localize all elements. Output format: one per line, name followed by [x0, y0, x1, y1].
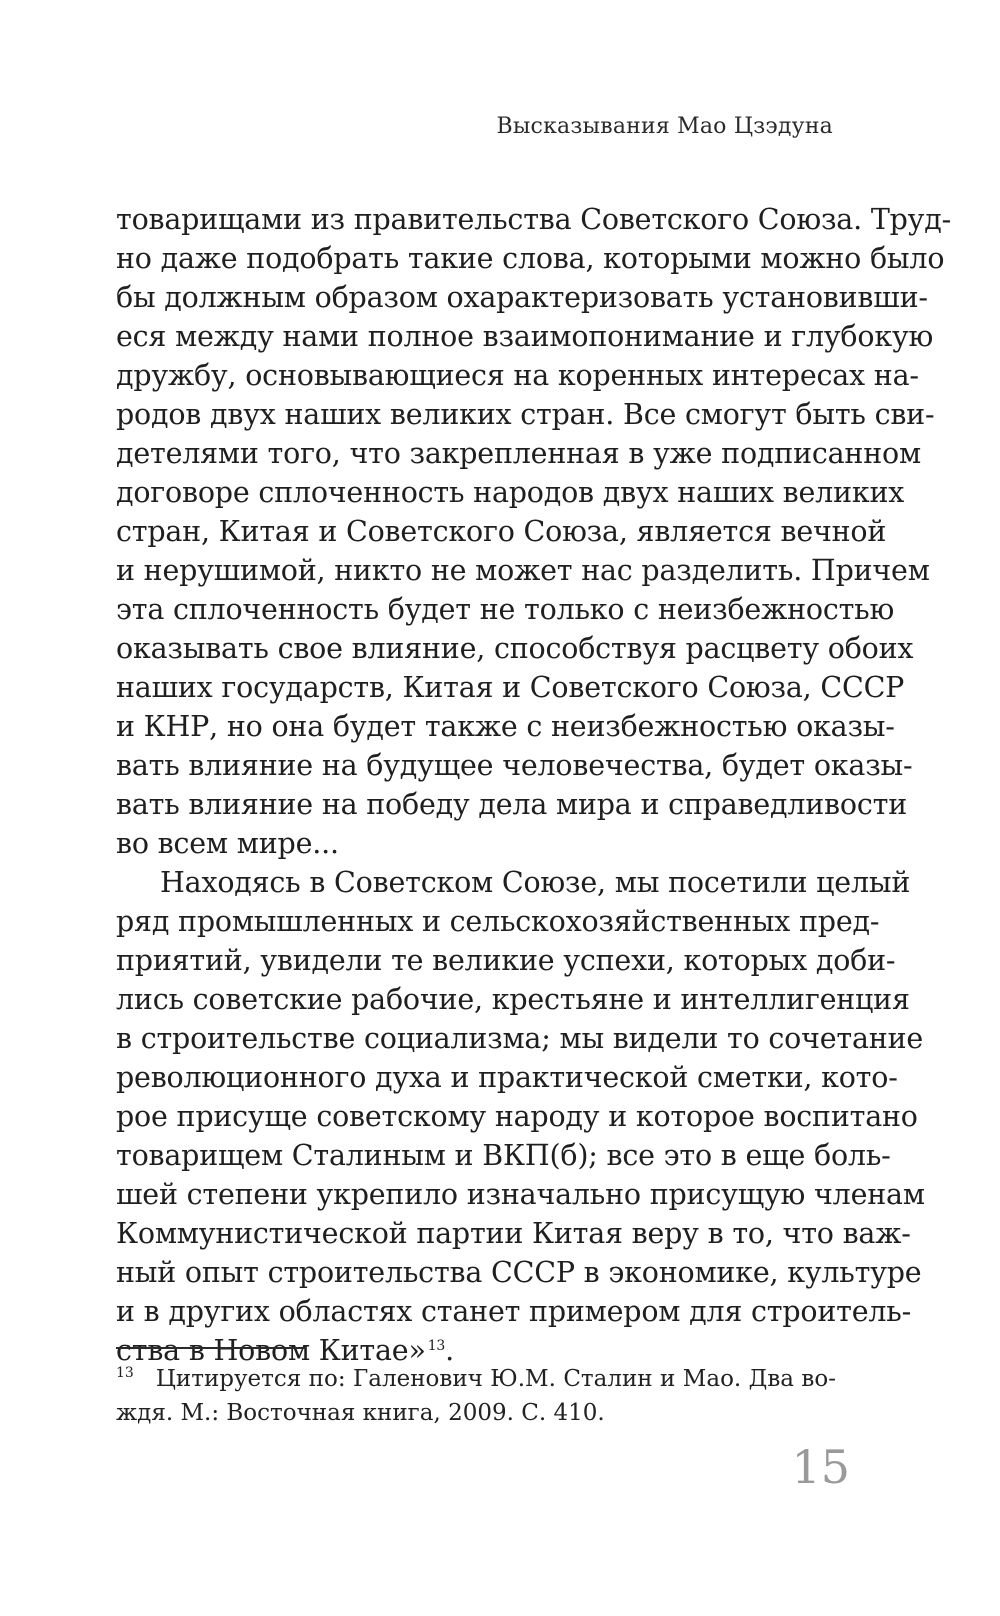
text-line: и КНР, но она будет также с неизбежностью оказы-: [116, 710, 895, 743]
text-line: договоре сплоченность народов двух наших великих: [116, 476, 905, 509]
text-line: оказывать свое влияние, способствуя расцвету обоих: [116, 632, 914, 665]
text-line: приятий, увидели те великие успехи, которых доби-: [116, 944, 896, 977]
text-line: товарищами из правительства Советского Союза. Труд-: [116, 203, 952, 236]
text-line: революционного духа и практической сметки, кото-: [116, 1061, 898, 1094]
text-line: наших государств, Китая и Советского Союза, СССР: [116, 671, 905, 704]
text-line: Коммунистической партии Китая веру в то, что важ-: [116, 1217, 911, 1250]
text-line: бы должным образом охарактеризовать установивши-: [116, 281, 928, 314]
footnote-reference[interactable]: 13: [427, 1337, 446, 1354]
running-header: Высказывания Мао Цзэдуна: [496, 114, 833, 139]
final-line-text: ства в Новом Китае»: [116, 1334, 426, 1367]
text-line: еся между нами полное взаимопонимание и глубокую: [116, 320, 934, 353]
footnote-line: [116, 1362, 836, 1396]
footnote: [116, 1362, 836, 1430]
text-line: эта сплоченность будет не только с неизбежностью: [116, 593, 895, 626]
text-line: лись советские рабочие, крестьяне и интеллигенция: [116, 983, 910, 1016]
text-line: товарищем Сталиным и ВКП(б); все это в еще боль-: [116, 1139, 891, 1172]
text-line: вать влияние на победу дела мира и справедливости: [116, 788, 907, 821]
page-number: 15: [791, 1440, 850, 1494]
text-line: родов двух наших великих стран. Все смогут быть сви-: [116, 398, 935, 431]
text-line: рое присуще советскому народу и которое воспитано: [116, 1100, 918, 1133]
text-line: в строительстве социализма; мы видели то сочетание: [116, 1022, 924, 1055]
text-line: детелями того, что закрепленная в уже подписанном: [116, 437, 921, 470]
text-line: шей степени укрепило изначально присущую членам: [116, 1178, 925, 1211]
text-line: ряд промышленных и сельскохозяйственных пред-: [116, 905, 880, 938]
text-line: во всем мире...: [116, 827, 339, 860]
text-line: но даже подобрать такие слова, которыми можно было: [116, 242, 945, 275]
text-line: ный опыт строительства СССР в экономике, культуре: [116, 1256, 922, 1289]
footnote-text: Цитируется по: Галенович Ю.М. Сталин и Мао. Два во-: [155, 1366, 836, 1392]
footnote-line: ждя. М.: Восточная книга, 2009. С. 410.: [116, 1400, 605, 1426]
footnote-divider: [116, 1347, 306, 1349]
footnote-number: 13: [116, 1365, 134, 1382]
text-line: вать влияние на будущее человечества, будет оказы-: [116, 749, 913, 782]
text-line: и в других областях станет примером для строитель-: [116, 1295, 912, 1328]
text-line: стран, Китая и Советского Союза, является вечной: [116, 515, 887, 548]
final-punctuation: .: [445, 1334, 454, 1367]
text-line: Находясь в Советском Союзе, мы посетили целый: [160, 866, 911, 899]
text-line: и нерушимой, никто не может нас разделить. Причем: [116, 554, 930, 587]
text-line: дружбу, основывающиеся на коренных интересах на-: [116, 359, 919, 392]
body-text: [116, 200, 952, 1370]
